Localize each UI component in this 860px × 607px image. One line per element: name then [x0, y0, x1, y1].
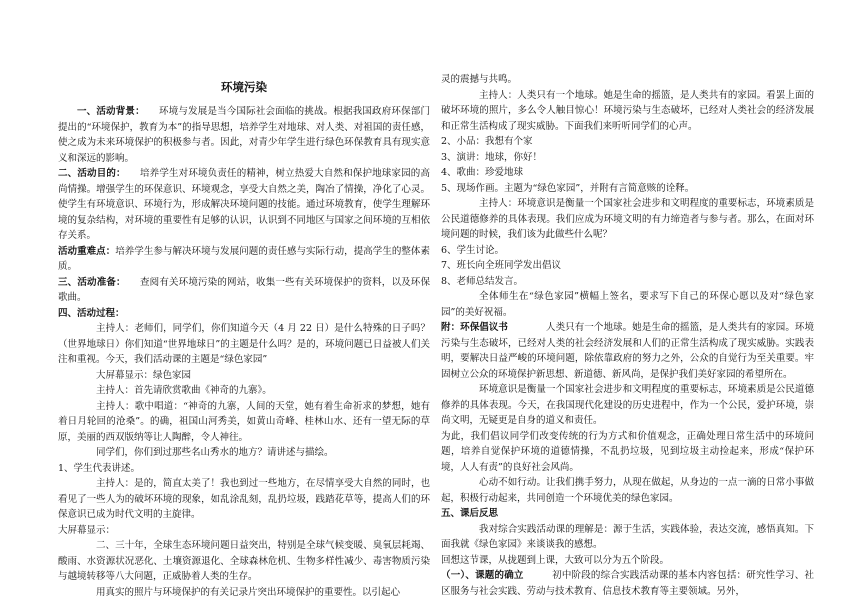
paragraph: 心动不如行动。让我们携手努力，从现在做起，从身边的一点一滴的日常小事做起，积极行动起来，共同创造一个环境优美的绿色家园。	[441, 477, 814, 504]
appendix-proposal	[441, 320, 814, 382]
paragraph: 主持人：首先请欣赏歌曲《神奇的九寨》。	[96, 385, 272, 396]
paragraph: 用真实的照片与环境保护的有关记录片突出环境保护的重要性。以引起心	[96, 586, 401, 598]
paragraph-text: 初中阶段的综合实践活动课的基本内容包括：研究性学习、社区服务与社会实践、劳动与技术教育、信息技术教育等主要领域。另外，	[441, 570, 814, 597]
paragraph: 主持人：环境意识是衡量一个国家社会进步和文明程度的重要标志，环境素质是公民道德修养的具体表现。我们应成为环境文明的有力缔造者与参与者。那么，在面对环境问题的时候，我们该为此做些什么呢？	[441, 198, 814, 240]
paragraph: 二、三十年，全球生态环境问题日益突出，特别是全球气候变暖、臭氧层耗竭、酸雨、水资源状况恶化、土壤资源退化、全球森林危机、生物多样性减少、毒害物质污染与越境转移等八大问题，正威胁着人类的生存。	[58, 540, 430, 582]
list-item: 3、演讲：地球，你好！	[441, 151, 543, 163]
paragraph: 环境意识是衡量一个国家社会进步和文明程度的重要标志，环境素质是公民道德修养的具体表现。今天，在我国现代化建设的历史进程中，作为一个公民，爱护环境，崇尚文明，无疑更是自身的道义和责任。	[441, 384, 814, 426]
left-column	[58, 0, 430, 600]
paragraph: 灵的震撼与共鸣。	[441, 74, 518, 85]
page-title: 环境污染	[221, 80, 267, 94]
paragraph: 主持人：是的，简直太美了！我也到过一些地方，在尽情享受大自然的同时，也看见了一些人为的破坏环境的现象，如乱涂乱刻，乱扔垃圾，践踏花草等，提高人们的环保意识已成为时代文明的主旋律。	[58, 478, 430, 520]
paragraph-text: 查阅有关环境污染的网站，收集一些有关环境保护的资料，以及环保歌曲。	[58, 276, 430, 303]
section-key-points	[58, 244, 430, 275]
section-heading: 活动重难点：	[58, 245, 116, 257]
section-process-heading: 四、活动过程：	[58, 307, 125, 319]
paragraph: 1、学生代表讲述。	[58, 462, 141, 474]
paragraph: 全体师生在“绿色家园”横幅上签名，要求写下自己的环保心愿以及对“绿色家园”的美好祝福。	[441, 291, 814, 318]
paragraph: 我对综合实践活动课的理解是：源于生活，实践体验，表达交流，感悟真知。下面我就《绿色家园》来谈谈我的感想。	[441, 523, 814, 550]
paragraph: 大屏幕显示：	[58, 524, 116, 536]
section-heading: （一）、课题的确立	[441, 570, 524, 581]
paragraph: 主持人：歌中唱道：“神奇的九寨，人间的天堂，她有着生命祈求的梦想，她有着日月轮回的沧桑”。的确，祖国山河秀美，如黄山奇峰、桂林山水、还有一望无际的草原，美丽的西双版纳等让人陶醉，令人神往。	[58, 400, 430, 443]
paragraph-text: 培养学生对环境负责任的精神，树立热爱大自然和保护地球家园的高尚情操。增强学生的环保意识、环境观念，享受大自然之美，陶冶了情操，净化了心灵。使学生有环境意识、环境行为，形成解决环境问题的技能。通过环境教育，使学生理解环境的复杂结构，对环境的重要性有足够的认识，认识到不同地区与国家之间环境的互相依存关系。	[58, 168, 430, 241]
paragraph: 同学们，你们到过那些名山秀水的地方？请讲述与描绘。	[96, 447, 334, 458]
section-reflection-heading: 五、课后反思	[441, 508, 499, 519]
paragraph: 回想这节课，从拢题到上课，大致可以分为五个阶段。	[441, 554, 670, 566]
section-heading: 一、活动背景：	[77, 106, 145, 117]
list-item: 4、歌曲：珍爱地球	[441, 167, 524, 178]
paragraph-text: 培养学生参与解决环境与发展问题的责任感与实际行动，提高学生的整体素质。	[58, 245, 430, 272]
section-heading: 附：环保倡议书	[441, 322, 509, 333]
section-heading: 三、活动准备：	[58, 276, 126, 288]
paragraph: 大屏幕显示：绿色家园	[96, 369, 192, 381]
section-background	[58, 104, 430, 166]
paragraph: 为此，我们倡议同学们改变传统的行为方式和价值观念，正确处理日常生活中的环境问题，培养自觉保护环境的道德情操，不乱扔垃圾，见到垃圾主动捡起来，形成“保护环境，人人有责”的良好社会风尚。	[441, 430, 814, 473]
section-purpose	[58, 166, 430, 244]
paragraph: 主持人：老师们，同学们，你们知道今天（4 月 22 日）是什么特殊的日子吗？（世界地球日）你们知道“世界地球日”的主题是什么吗？是的，环境问题已日益被人们关注和重视。今天，我们活动课的主题是“绿色家园”	[58, 323, 430, 365]
paragraph: 主持人：人类只有一个地球。她是生命的摇篮，是人类共有的家园。看罢上面的破坏环境的照片，多么令人触目惊心！环境污染与生态破坏，已经对人类社会的经济发展和正常生活构成了现实威胁。下面我们来听听同学们的心声。	[441, 89, 814, 132]
subsection-topic	[441, 568, 814, 599]
paragraph-text: 环境与发展是当今国际社会面临的挑战。根据我国政府环保部门提出的“环境保护，教育为本”的指导思想，培养学生对地球、对人类、对祖国的责任感，使之成为未来环境保护的积极参与者。因此，对青少年学生进行绿色环保教育具有现实意义和深远的影响。	[58, 106, 430, 164]
right-column	[441, 72, 814, 599]
paragraph-text: 人类只有一个地球。她是生命的摇篮，是人类共有的家园。环境污染与生态破坏，已经对人类的社会经济发展和人们的正常生活构成了现实威胁。实践表明，要解决日益严峻的环境问题，除依靠政府的努力之外，公众的自觉行为至关重要。牢固树立公众的环境保护新思想、新道德、新风尚，是保护我们美好家园的希望所在。	[441, 322, 814, 380]
list-item: 5、现场作画。主题为“绿色家园”，并附有言简意赅的诠释。	[441, 182, 695, 194]
section-heading: 二、活动目的：	[58, 168, 126, 179]
list-item: 6、学生讨论。	[441, 244, 505, 256]
list-item: 2、小品：我想有个家	[441, 136, 533, 147]
list-item: 7、班长向全班同学发出倡议	[441, 260, 562, 271]
list-item: 8、老师总结发言。	[441, 275, 524, 287]
section-preparation	[58, 275, 430, 306]
